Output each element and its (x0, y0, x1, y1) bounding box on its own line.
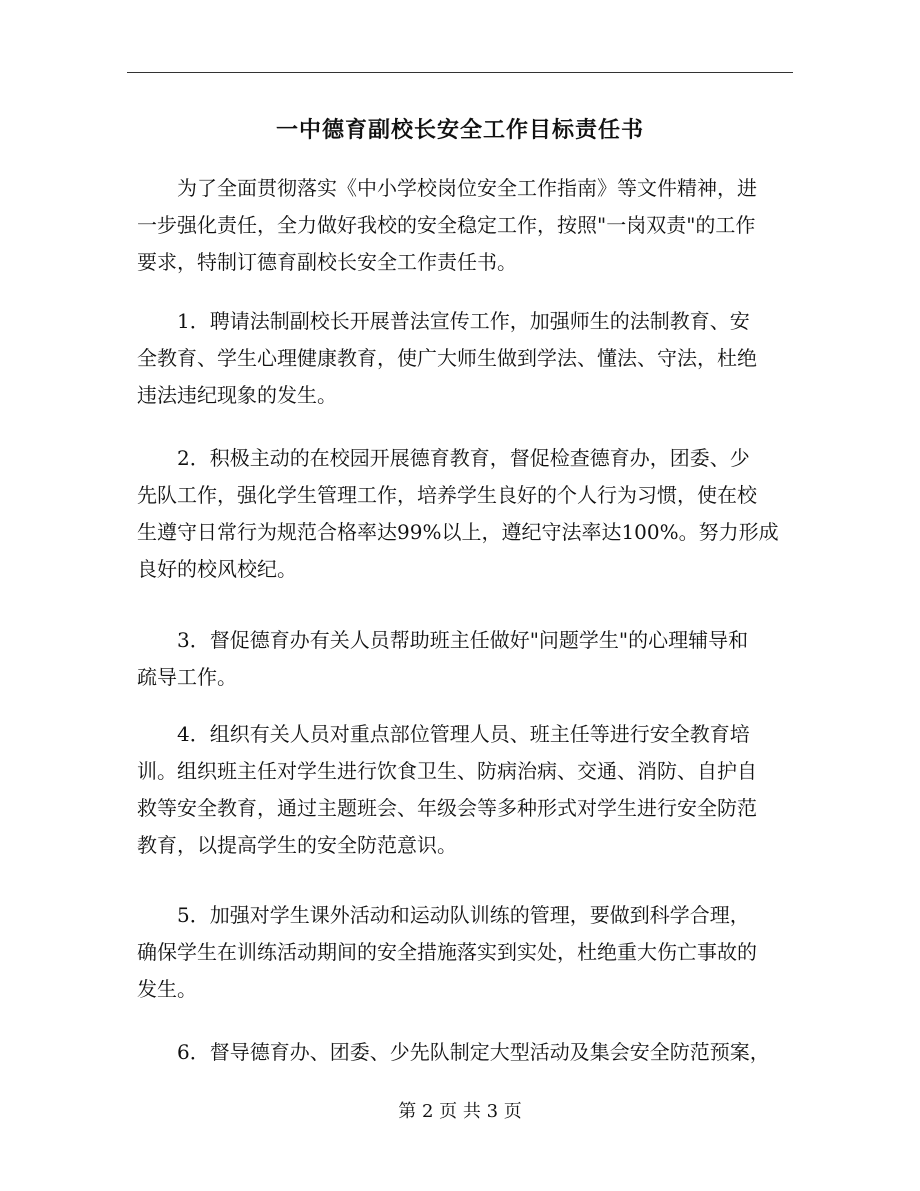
text-line: 先队工作，强化学生管理工作，培养学生良好的个人行为习惯，使在校 (137, 483, 757, 507)
paragraph-item-4 (137, 716, 787, 864)
paragraph-item-3 (137, 622, 787, 696)
text-line: 4．组织有关人员对重点部位管理人员、班主任等进行安全教育培 (137, 722, 750, 746)
text-line: 确保学生在训练活动期间的安全措施落实到实处，杜绝重大伤亡事故的 (137, 940, 757, 964)
page-number: 第 2 页 共 3 页 (398, 1101, 522, 1122)
text-line: 违法违纪现象的发生。 (137, 383, 337, 407)
paragraph-item-6 (137, 1034, 787, 1071)
text-line: 6．督导德育办、团委、少先队制定大型活动及集会安全防范预案， (137, 1040, 770, 1064)
text-line: 要求，特制订德育副校长安全工作责任书。 (137, 250, 517, 274)
text-line: 生遵守日常行为规范合格率达99%以上，遵纪守法率达100%。努力形成 (137, 520, 779, 544)
text-line: 5．加强对学生课外活动和运动队训练的管理，要做到科学合理， (137, 903, 750, 927)
text-line: 发生。 (137, 977, 197, 1001)
text-line: 3．督促德育办有关人员帮助班主任做好"问题学生"的心理辅导和 (137, 628, 749, 652)
text-line: 全教育、学生心理健康教育，使广大师生做到学法、懂法、守法，杜绝 (137, 346, 757, 370)
paragraph-item-2 (137, 440, 787, 588)
text-line: 教育，以提高学生的安全防范意识。 (137, 833, 457, 857)
text-line: 2．积极主动的在校园开展德育教育，督促检查德育办，团委、少 (137, 446, 750, 470)
paragraph-intro (137, 170, 787, 281)
text-line: 疏导工作。 (137, 665, 237, 689)
text-line: 救等安全教育，通过主题班会、年级会等多种形式对学生进行安全防范 (137, 796, 757, 820)
text-line: 一步强化责任，全力做好我校的安全稳定工作，按照"一岗双责"的工作 (137, 213, 756, 237)
text-line: 训。组织班主任对学生进行饮食卫生、防病治病、交通、消防、自护自 (137, 759, 757, 783)
text-line: 良好的校风校纪。 (137, 557, 297, 581)
paragraph-item-5 (137, 897, 787, 1008)
text-line: 为了全面贯彻落实《中小学校岗位安全工作指南》等文件精神，进 (137, 176, 757, 200)
paragraph-item-1 (137, 303, 787, 414)
text-line: 1．聘请法制副校长开展普法宣传工作，加强师生的法制教育、安 (137, 309, 750, 333)
header-rule (127, 72, 793, 73)
document-title: 一中德育副校长安全工作目标责任书 (275, 117, 644, 143)
